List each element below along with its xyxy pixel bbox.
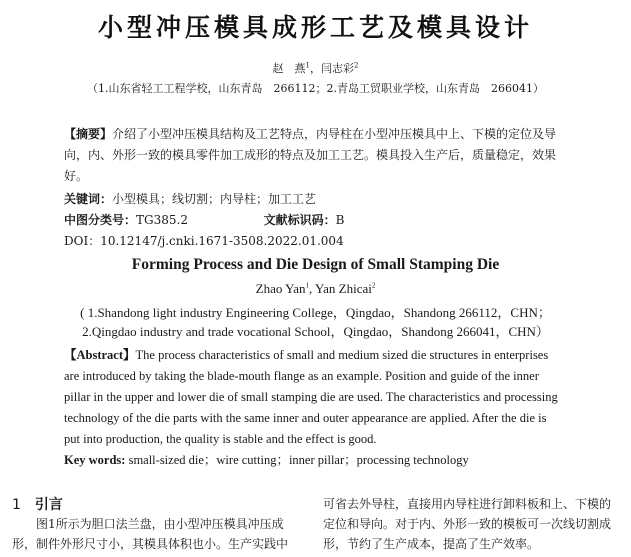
doi: DOI：10.12147/j.cnki.1671-3508.2022.01.004 [64,234,344,248]
authors-cn [0,60,631,76]
classification-line [64,211,344,228]
keywords-en-label: Key words: [64,453,126,467]
author-en-sep: , [309,281,316,296]
author-sep: ， [310,62,321,75]
keywords-en-text: small-sized die；wire cutting；inner pillar；processing technology [128,453,469,467]
abstract-en [64,345,564,450]
abstract-cn-text: 介绍了小型冲压模具结构及工艺特点，内导柱在小型冲压模具中上、下模的定位及导向，内、外形一致的模具零件加工成形的特点及加工工艺。模具投入生产后，质量稳定，效果好。 [64,127,557,183]
abstract-cn-label: 【摘要】 [64,127,113,141]
affiliation-en-2: 2.Qingdao industry and trade vocational School，Qingdao，Shandong 266041，CHN） [82,324,549,339]
doc-code-label: 文献标识码： [263,213,336,227]
keywords-en [64,450,469,468]
affiliations-cn: （1.山东省轻工工程学校，山东青岛 266112；2.青岛工贸职业学校，山东青岛 266041） [87,82,544,95]
author-2-cn: 闫志彩 [321,62,354,75]
author-2-en: Yan Zhicai [315,281,372,296]
abstract-cn [64,124,564,187]
authors-en [0,281,631,297]
body-column-left: 图1所示为胆口法兰盘，由小型冲压模具冲压成形，制件外形尺寸小，其模具体积也小。生产实践中 [12,517,289,551]
body-column-right: 可省去外导柱，直接用内导柱进行卸料板和上、下模的定位和导向。对于内、外形一致的模板可一次线切割成形，节约了生产成本，提高了生产效率。 [323,497,612,551]
paper-title-en: Forming Process and Die Design of Small Stamping Die [131,256,500,273]
affiliation-en-1: ( 1.Shandong light industry Engineering College，Qingdao，Shandong 266112，CHN； [80,305,551,320]
author-1-cn: 赵 燕 [272,62,306,75]
keywords-cn-text: 小型模具；线切割；内导柱；加工工艺 [112,192,317,206]
section-title: 引言 [34,497,63,513]
doc-code-value: B [335,213,345,227]
abstract-en-label: 【Abstract】 [64,348,136,362]
keywords-cn-label: 关键词： [64,192,113,206]
author-1-en-sup: 1 [305,281,309,290]
keywords-cn [64,190,316,207]
author-2-en-sup: 2 [371,281,376,290]
author-1-en: Zhao Yan [255,281,306,296]
author-2-sup: 2 [354,61,359,70]
clc-label: 中图分类号： [64,213,137,227]
paper-title-cn: 小型冲压模具成形工艺及模具设计 [97,13,533,42]
abstract-en-text: The process characteristics of small and medium sized die structures in enterprises are introduced by taking the blade-mouth flange as an example. Position and guide of the inner pillar in the upper and lower die of small stamping die are used. The characteristics and processing technology of the die parts with the same inner and outer appearance are applied. After the die is put into production, the quality is stable and the effect is good. [64,348,558,446]
section-number: 1 [12,497,21,513]
author-1-sup: 1 [305,61,310,70]
clc-value: TG385.2 [136,213,188,227]
section-heading [12,494,63,514]
